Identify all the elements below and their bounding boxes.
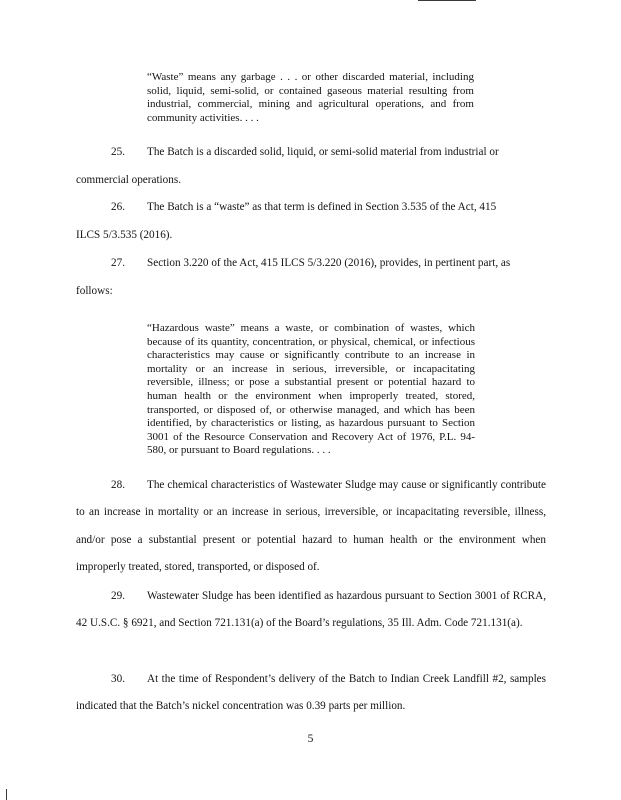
paragraph-number: 26.: [111, 201, 125, 213]
paragraph-27-continued: follows:: [76, 285, 113, 297]
paragraph-25-continued: commercial operations.: [76, 174, 181, 186]
paragraph-29: [76, 583, 546, 638]
paragraph-number: 27.: [111, 257, 125, 269]
paragraph-number: 28.: [111, 479, 125, 491]
paragraph-text: Wastewater Sludge has been identified as hazardous pursuant to Section 3001 of RCRA, 42 U.S.C. § 6921, and Section 721.131(a) of the Board’s regulations, 35 Ill. Adm. Code 721.131(a).: [76, 590, 546, 630]
paragraph-number: 30.: [111, 673, 125, 685]
page-number: 5: [307, 733, 314, 745]
block-quote-waste: “Waste” means any garbage . . . or other discarded material, including solid, liquid, semi-solid, or contained gaseous material resulting from industrial, commercial, mining and agricultural operations, and from community activities. . . .: [147, 71, 474, 124]
paragraph-text: The Batch is a “waste” as that term is defined in Section 3.535 of the Act, 415: [147, 201, 497, 213]
paragraph-number: 29.: [111, 590, 125, 602]
paragraph-26-continued: ILCS 5/3.535 (2016).: [76, 229, 173, 241]
paragraph-text: The chemical characteristics of Wastewater Sludge may cause or significantly contribute to an increase in mortality or an increase in serious, irreversible, or incapacitating reversible, illness, and/or pose a substantial present or potential hazard to human health or the environment when improperly treated, stored, transported, or disposed of.: [76, 479, 546, 574]
scan-mark-top: [418, 0, 476, 1]
paragraph-text: Section 3.220 of the Act, 415 ILCS 5/3.220 (2016), provides, in pertinent part, as: [147, 257, 511, 269]
paragraph-26: [76, 194, 546, 221]
scan-mark-bottom-left: [6, 789, 7, 800]
block-quote-hazardous-waste: “Hazardous waste” means a waste, or combination of wastes, which because of its quantity, concentration, or physical, chemical, or infectious characteristics may cause or significantly contribute to an increase in mortality or an increase in serious, irreversible, or incapacitating reversible, illness; or pose a substantial present or potential hazard to human health or the environment when improperly treated, stored, transported, or disposed of, or otherwise managed, and which has been identified, by characteristics or listing, as hazardous pursuant to Section 3001 of the Resource Conservation and Recovery Act of 1976, P.L. 94-580, or pursuant to Board regulations. . . .: [147, 322, 475, 457]
paragraph-25: [76, 139, 546, 166]
paragraph-text: The Batch is a discarded solid, liquid, or semi-solid material from industrial or: [147, 146, 499, 158]
paragraph-number: 25.: [111, 146, 125, 158]
paragraph-28: [76, 472, 546, 582]
paragraph-27: [76, 250, 546, 277]
paragraph-30: [76, 666, 546, 721]
paragraph-text: At the time of Respondent’s delivery of the Batch to Indian Creek Landfill #2, samples indicated that the Batch’s nickel concentration was 0.39 parts per million.: [76, 673, 546, 713]
